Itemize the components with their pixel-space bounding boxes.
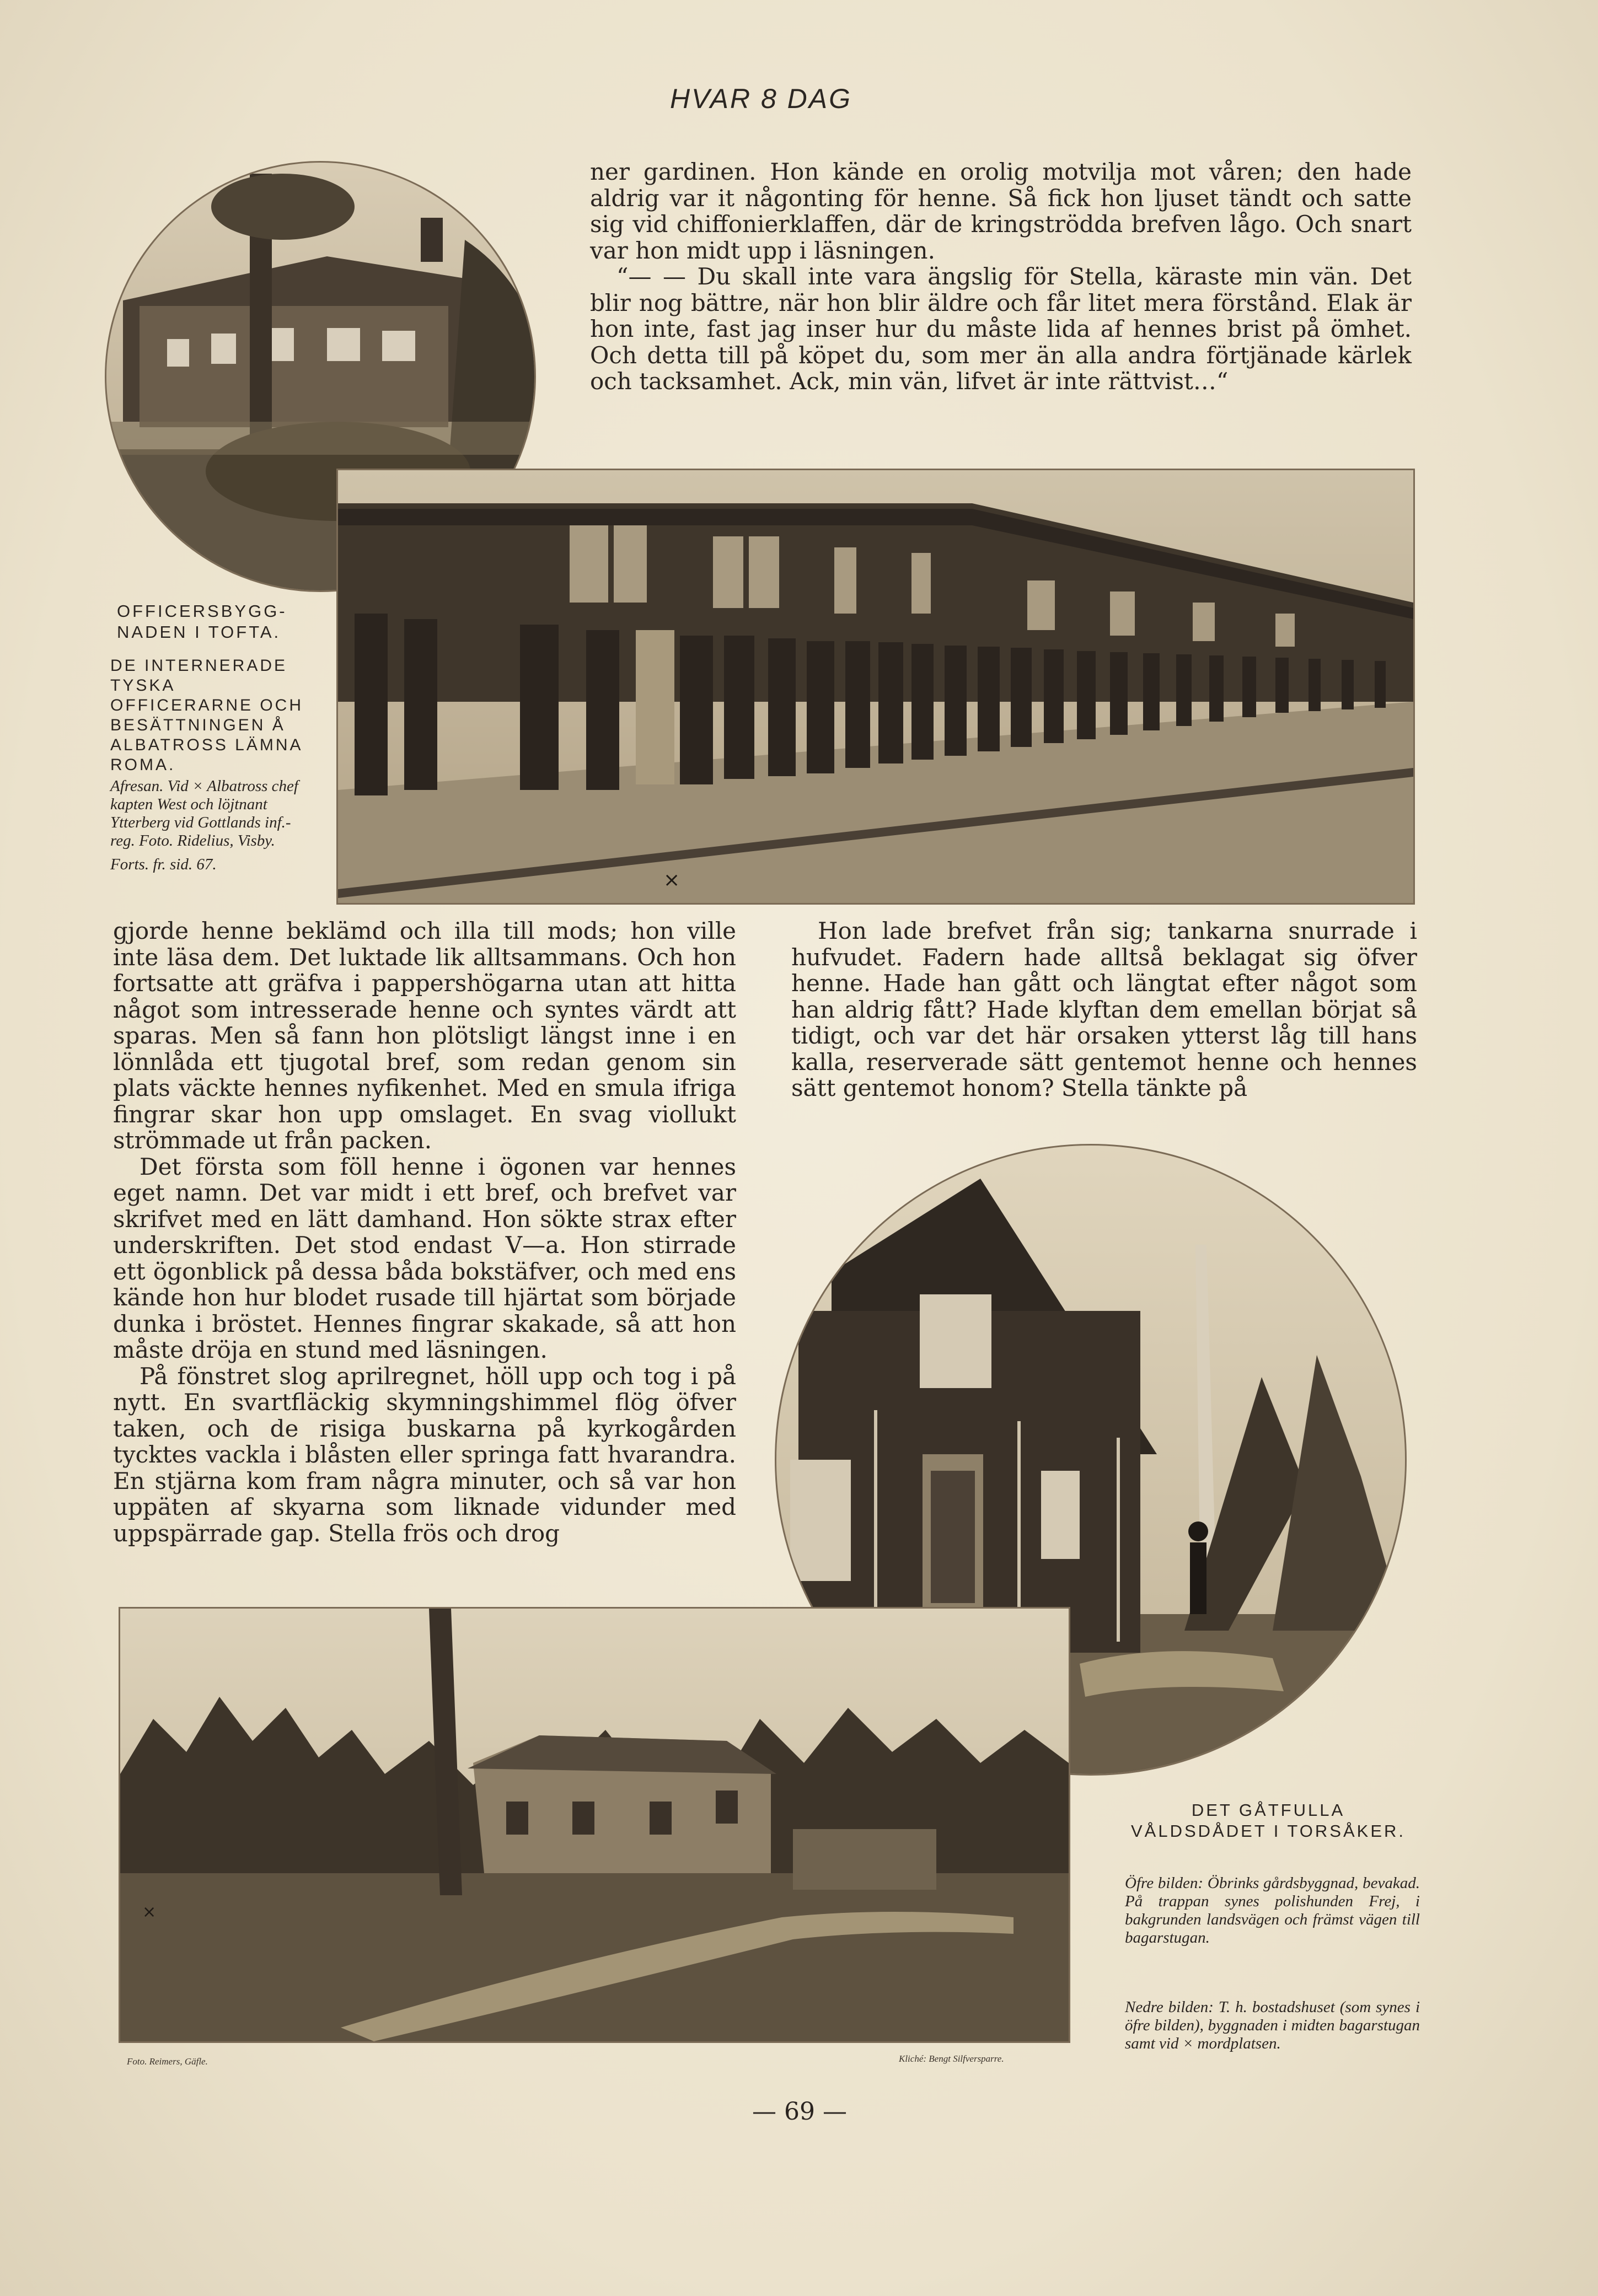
svg-text:×: × <box>142 1902 157 1922</box>
photo-credit: Foto. Reimers, Gäfle. <box>127 2056 208 2067</box>
right-text-column <box>791 918 1417 1101</box>
interned-officers-note: Afresan. Vid × Albatross chef kapten West och löjtnant Ytterberg vid Gottlands inf.-reg. Foto. Ridelius, Visby. <box>110 777 298 849</box>
left-paragraph-1: gjorde henne beklämd och illa till mods; hon ville inte läsa dem. Det luktade lik alltsammans. Och hon fortsatte att gräfva i pappershögarna utan att hitta något som intresserade henne och syntes värdt att sparas. Men så fann hon plötsligt längst inne i en lönnlåda ett tjugotal bref, som redan genom sin plats väckte hennes nyfikenhet. Med en smula ifriga fingrar skar hon upp omslaget. En svag viollukt strömmade ut från packen. <box>113 917 736 1154</box>
top-paragraph-2: “— — Du skall inte vara ängslig för Stella, käraste min vän. Det blir nog bättre, när hon blir äldre och får litet mera förstånd. Elak är hon inte, fast jag inser hur du måste lida af hennes brist på ömhet. Och detta till på köpet du, som mer än alla andra förtjänade kärlek och tacksamhet. Ack, min vän, lifvet är inte rättvist…“ <box>590 263 1412 395</box>
svg-text:×: × <box>663 869 680 891</box>
upper-image-text: Öfre bilden: Öbrinks gårdsbyggnad, bevakad. På trappan synes polishunden Frej, i bakgrunden landsvägen och främst vägen till bagarstugan. <box>1125 1874 1420 1947</box>
mystery-caption <box>1122 1800 1414 1842</box>
lower-image-text: Nedre bilden: T. h. bostadshuset (som synes i öfre bilden), byggnaden i midten bagarstugan samt vid × mordplatsen. <box>1125 1998 1420 2052</box>
left-paragraph-2: Det första som föll henne i ögonen var hennes eget namn. Det var midt i ett bref, och brefvet var skrifvet med en lätt damhand. Hon sökte strax efter underskriften. Det stod endast V—a. Hon stirrade ett ögonblick på dessa båda bokstäfver, och med ens kände hon hur blodet rusade till hjärtat som började dunka i bröstet. Hennes fingrar skakade, så att hon måste dröja en stund med läsningen. <box>113 1153 736 1363</box>
right-paragraph-1: Hon lade brefvet från sig; tankarna snurrade i hufvudet. Fadern hade alltså beklagat sig öfver henne. Hade han gått och längtat efter något som han aldrig fått? Hade klyftan dem emellan börjat så tidigt, och var det här orsaken ytterst låg till hans kalla, reserverade sätt gentemot henne och hennes sätt gentemot honom? Stella tänkte på <box>791 917 1417 1101</box>
bakehouse-photo <box>119 1607 1070 2043</box>
top-text-column <box>590 159 1412 395</box>
upper-image-caption <box>1125 1874 1420 1947</box>
lower-image-caption <box>1125 1998 1420 2053</box>
mystery-title: DET GÅTFULLA VÅLDSDÅDET I TORSÅKER. <box>1130 1800 1406 1841</box>
officer-building-title: OFFICERSBYGG-NADEN I TOFTA. <box>117 601 287 642</box>
running-header: HVAR 8 DAG <box>669 83 852 114</box>
officer-building-caption <box>117 601 307 643</box>
train-officers-photo <box>336 469 1415 905</box>
left-paragraph-3: På fönstret slog aprilregnet, höll upp och tog i på nytt. En svartfläckig skymningshimmel flög öfver taken, och de risiga buskarna på kyrkogården tycktes vackla i blåsten eller springa fatt hvarandra. En stjärna kom fram några minuter, och så var hon uppäten af skyarna som liknade vidunder med uppspärrade gap. Stella frös och drog <box>113 1362 736 1547</box>
interned-officers-title: DE INTERNERADE TYSKA OFFICERARNE OCH BESÄTTNINGEN Å ALBATROSS LÄMNA ROMA. <box>110 657 304 774</box>
left-text-column <box>113 918 736 1546</box>
top-paragraph-1: ner gardinen. Hon kände en orolig motvilja mot våren; den hade aldrig var it någonting för henne. Så fick hon ljuset tändt och satte sig vid chiffonierklaffen, där de kringströdda brefven lågo. Och snart var hon midt upp i läsningen. <box>590 158 1412 264</box>
page-number: — 69 — <box>752 2098 847 2126</box>
print-credit: Kliché: Bengt Silfversparre. <box>899 2053 1004 2064</box>
interned-officers-caption <box>110 656 312 874</box>
continued-note: Forts. fr. sid. 67. <box>110 856 217 873</box>
